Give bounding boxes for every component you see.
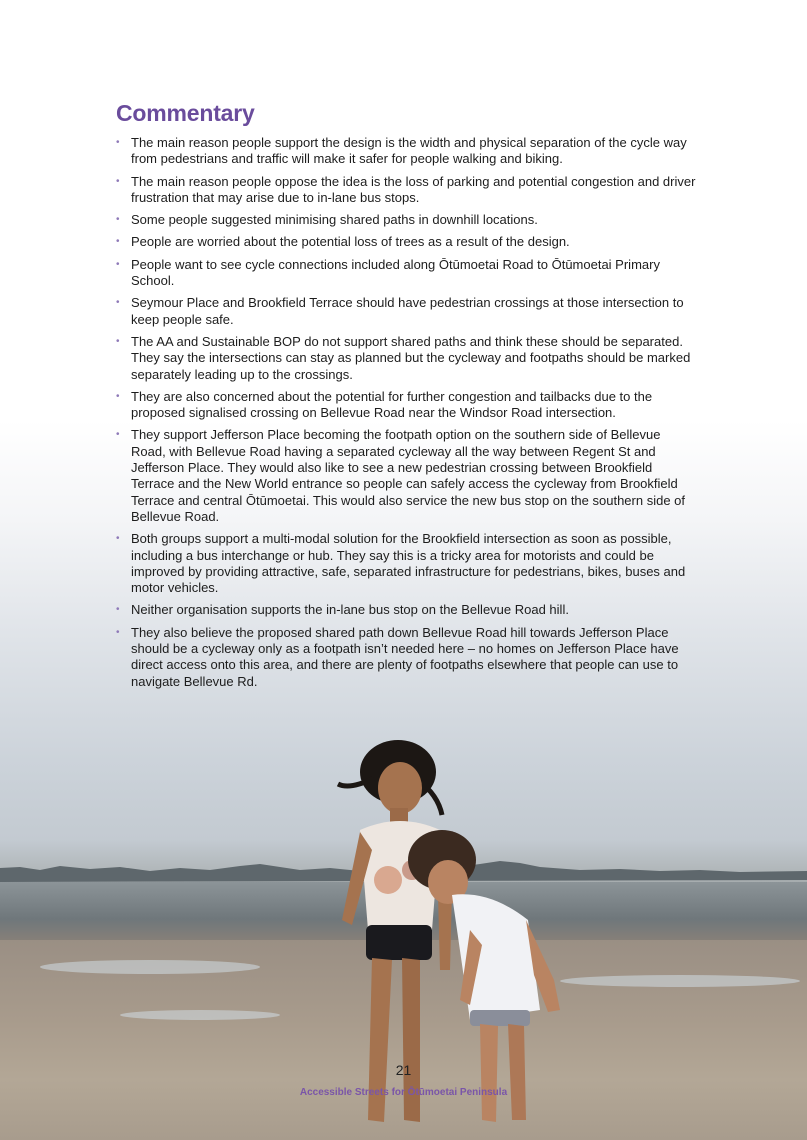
bullet-item: • Seymour Place and Brookfield Terrace should have pedestrian crossings at those intersection to keep people safe. — [116, 295, 696, 328]
footer-document-title: Accessible Streets for Ōtūmoetai Peninsula — [299, 1087, 508, 1098]
bullet-item: • The AA and Sustainable BOP do not support shared paths and think these should be separated. They say the intersections can stay as planned but the cycleway and footpaths should be marked separately leading up to the crossings. — [116, 334, 696, 383]
bullet-item: • Both groups support a multi-modal solution for the Brookfield intersection as soon as possible, including a bus interchange or hub. They say this is a tricky area for motorists and could be improved by providing attractive, safe, separated infrastructure for pedestrians, bikes, buses and motor vehicles. — [116, 531, 696, 596]
tidal-puddle — [40, 960, 260, 974]
commentary-section — [116, 100, 696, 696]
bullet-item: • They also believe the proposed shared path down Bellevue Road hill towards Jefferson Place should be a cycleway only as a footpath isn’t needed here – no homes on Jefferson Place have direct access onto this area, and there are plenty of footpaths elsewhere that people can use to navigate Bellevue Rd. — [116, 625, 696, 690]
bullet-item: • They are also concerned about the potential for further congestion and tailbacks due to the proposed signalised crossing on Bellevue Road near the Windsor Road intersection. — [116, 389, 696, 422]
bullet-item: • People want to see cycle connections included along Ōtūmoetai Road to Ōtūmoetai Primary School. — [116, 257, 696, 290]
younger-girl — [408, 830, 560, 1122]
tidal-puddle — [560, 975, 800, 987]
bullet-item: • Neither organisation supports the in-lane bus stop on the Bellevue Road hill. — [116, 602, 696, 618]
section-heading: Commentary — [116, 100, 255, 126]
page-number: 21 — [395, 1062, 412, 1078]
bullet-item: • Some people suggested minimising shared paths in downhill locations. — [116, 212, 696, 228]
tidal-puddle — [120, 1010, 280, 1020]
bullet-item: • The main reason people oppose the idea is the loss of parking and potential congestion and driver frustration that may arise due to in-lane bus stops. — [116, 174, 696, 207]
bullet-item: • They support Jefferson Place becoming the footpath option on the southern side of Bellevue Road, with Bellevue Road having a separated cycleway all the way between Regent St and Jefferson Place. They would also like to see a new pedestrian crossing between Brookfield Terrace and the New World entrance so people can safely access the cycleway from Brookfield Terrace and central Ōtūmoetai. This would also service the new bus stop on the southern side of Bellevue Road. — [116, 427, 696, 525]
bullet-item: • The main reason people support the design is the width and physical separation of the cycle way from pedestrians and traffic will make it safer for people walking and biking. — [116, 135, 696, 168]
bullet-item: • People are worried about the potential loss of trees as a result of the design. — [116, 234, 696, 250]
commentary-bullet-list — [116, 135, 696, 690]
